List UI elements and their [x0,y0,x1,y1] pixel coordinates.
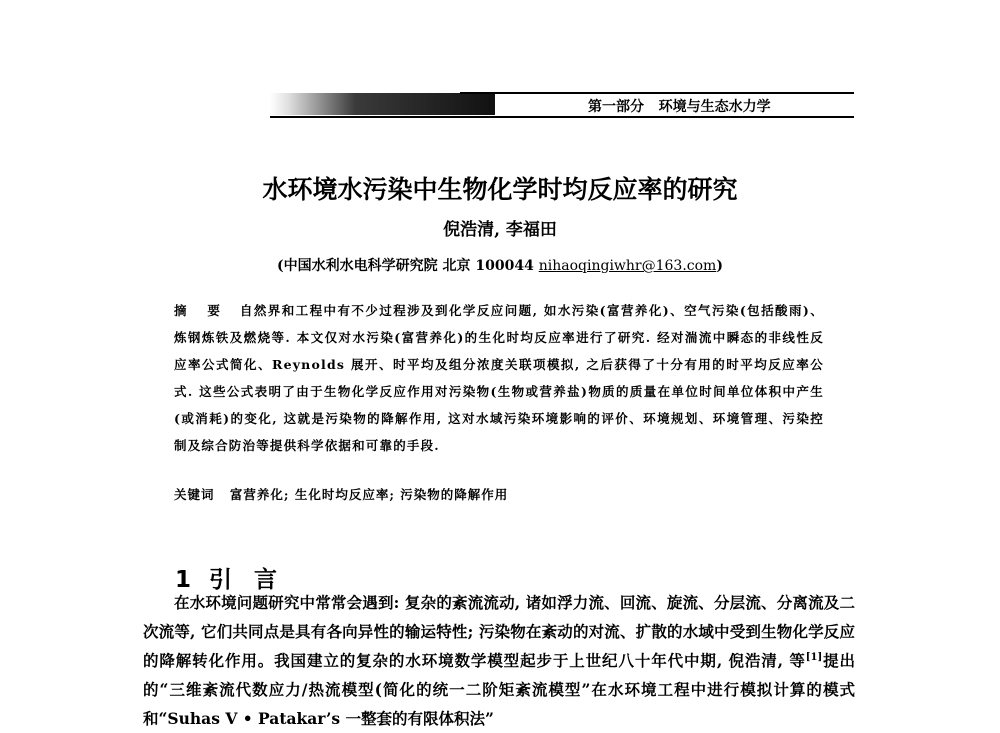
keywords-label: 关键词 [174,487,215,502]
header-scan-smudge [270,93,495,115]
running-header: 第一部分 环境与生态水力学 [588,99,771,115]
header-rule-top [460,92,854,94]
keywords [174,485,824,503]
abstract-text: 自然界和工程中有不少过程涉及到化学反应问题, 如水污染(富营养化)、空气污染(包括酸雨)、炼钢炼铁及燃烧等. 本文仅对水污染(富营养化)的生化时均反应率进行了研究. 经对湍流中瞬态的非线性反应率公式简化、Reynolds 展开、时平均及组分浓度关联项模拟, 之后获得了十分有用的时平均反应率公式. 这些公式表明了由于生物化学反应作用对污染物(生物或营养盐)物质的质量在单位时间单位体积中产生(或消耗)的变化, 这就是污染物的降解作用, 这对水域污染环境影响的评价、环境规划、环境管理、污染控制及综合防治等提供科学依据和可靠的手段. [174,303,824,453]
paper-title: 水环境水污染中生物化学时均反应率的研究 [262,175,738,204]
body-text-part1: 在水环境问题研究中常常会遇到: 复杂的紊流流动, 诸如浮力流、回流、旋流、分层流、分离流及二次流等, 它们共同点是具有各向异性的输运特性; 污染物在紊动的对流、扩散的水域中受到生物化学反应的降解转化作用。我国建立的复杂的水环境数学模型起步于上世纪八十年代中期, 倪浩清, 等 [143,593,855,670]
header-rule-bottom [270,116,854,118]
citation-ref: [1] [805,651,823,663]
body-paragraph [143,588,855,733]
abstract [174,297,824,459]
paper-affiliation [0,255,1000,275]
affiliation-text: (中国水利水电科学研究院 北京 100044 [277,258,534,274]
author-email: nihaoqingiwhr@163.com [538,258,717,274]
body-text-part2: 提出的“三维紊流代数应力/热流模型(简化的统一二阶矩紊流模型”在水环境工程中进行模拟计算的模式和“Suhas V • Patakar’s 一整套的有限体积法” [143,651,855,728]
abstract-label: 摘 要 [174,303,229,318]
section-title: 引言 [209,567,300,593]
section-number: 1 [175,567,192,593]
keywords-text: 富营养化; 生化时均反应率; 污染物的降解作用 [229,487,509,502]
paper-authors: 倪浩清, 李福田 [443,220,557,240]
affiliation-close: ) [716,258,723,274]
